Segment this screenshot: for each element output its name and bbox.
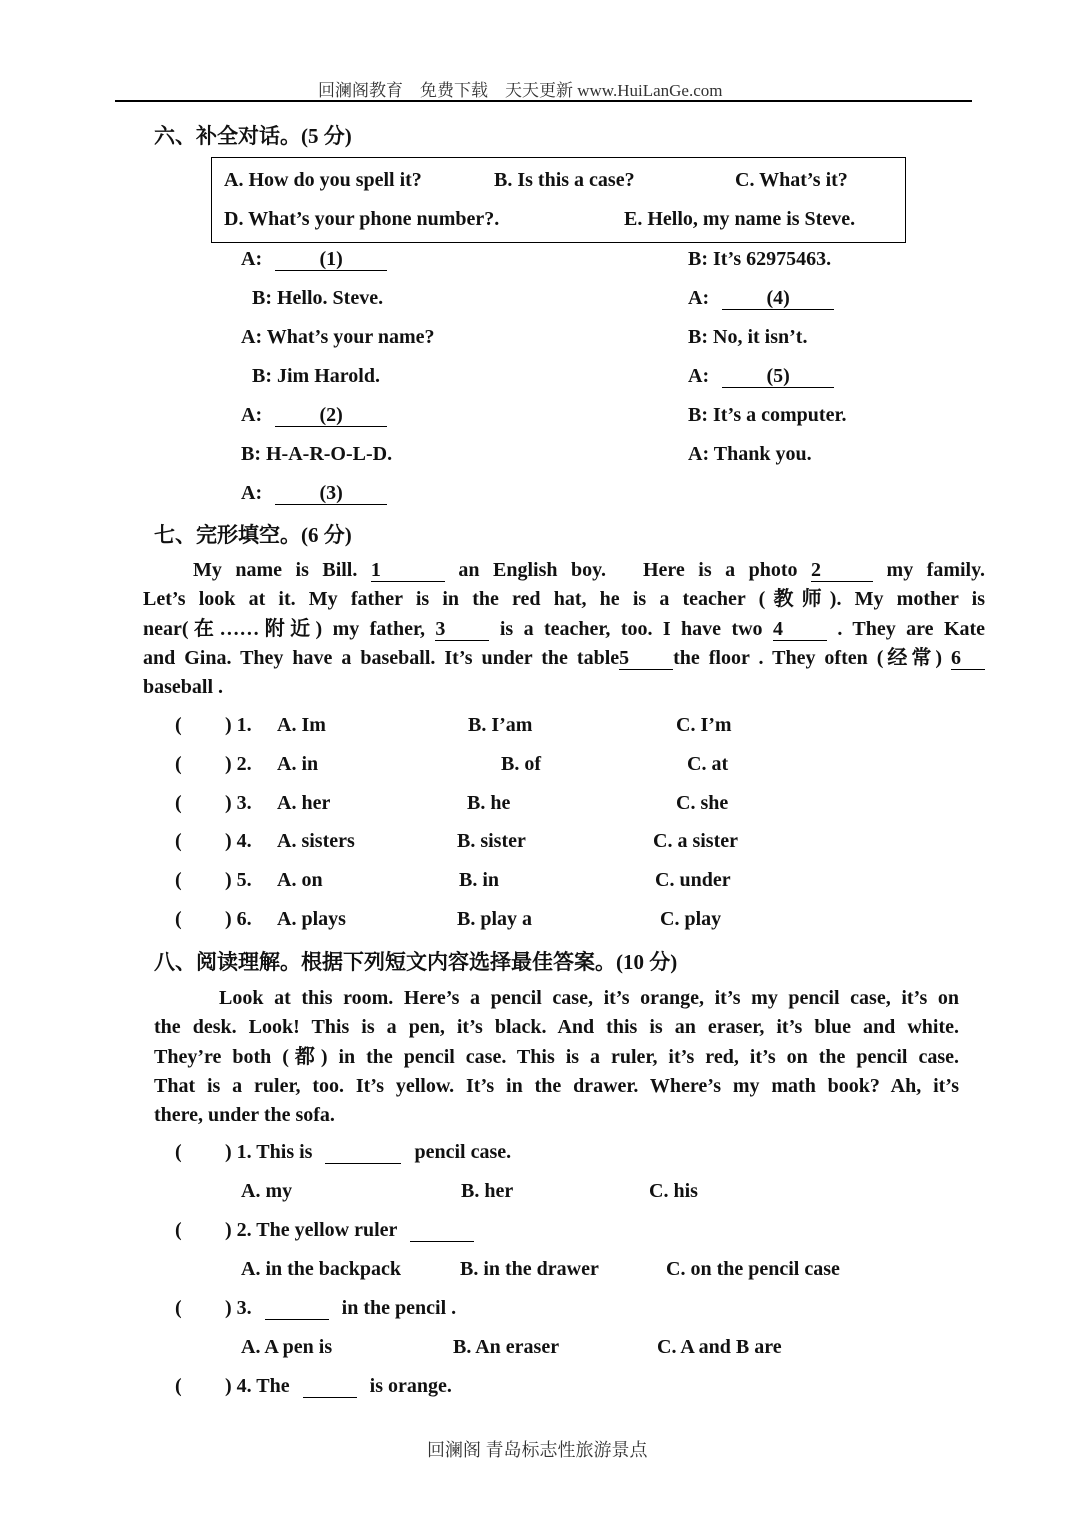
choice-a[interactable]: A. her (277, 792, 331, 814)
question-blank[interactable] (265, 1298, 329, 1320)
dialogue-line (241, 482, 387, 505)
question-blank[interactable] (325, 1142, 401, 1164)
choice-a[interactable]: A. my (241, 1180, 293, 1202)
answer-blank-2[interactable]: (2) (275, 405, 387, 427)
cloze-passage (143, 556, 985, 702)
cloze-line-3: near(在……附近) my father, 3 is a teacher, too. I have two 4 . They are Kate (143, 617, 986, 640)
answer-paren[interactable]: ( (175, 1141, 182, 1163)
reading-line-4: That is a ruler, too. It’s yellow. It’s in the drawer. Where’s my math book? Ah, it’s (154, 1074, 959, 1097)
answer-blank-3[interactable]: (3) (275, 483, 387, 505)
answer-paren[interactable]: ( (175, 1297, 182, 1319)
choice-b[interactable]: B. of (501, 753, 541, 775)
dialogue-line (241, 404, 387, 427)
answer-paren[interactable]: ( (175, 714, 182, 736)
cloze-blank-4[interactable]: 4 (773, 619, 827, 641)
choice-c[interactable]: C. a sister (653, 830, 738, 852)
dialogue-line: B: Hello. Steve. (252, 287, 384, 309)
cloze-blank-6[interactable]: 6 (951, 648, 985, 670)
choice-a[interactable]: A. in (277, 753, 319, 775)
answer-paren[interactable]: ( (175, 1375, 182, 1397)
answer-paren[interactable]: ( (175, 792, 182, 814)
dialogue-line: B: It’s 62975463. (688, 248, 832, 270)
cloze-blank-1[interactable]: 1 (371, 560, 445, 582)
speaker-label: A: (241, 248, 263, 270)
question-blank[interactable] (410, 1220, 474, 1242)
choice-b[interactable]: B. in (459, 869, 500, 891)
choice-b[interactable]: B. I’am (468, 714, 533, 736)
section-7-title: 七、完形填空。(6 分) (154, 523, 352, 547)
reading-line-3: They’re both (都) in the pencil case. This is a ruler, it’s red, it’s on the pencil case. (154, 1045, 959, 1068)
question-stem: ) 4. The is orange. (225, 1375, 452, 1397)
choice-b[interactable]: B. in the drawer (460, 1258, 599, 1280)
question-number: ) 5. (225, 869, 252, 891)
choice-c[interactable]: C. she (676, 792, 729, 814)
choice-a[interactable]: A. in the backpack (241, 1258, 402, 1280)
reading-line-1: Look at this room. Here’s a pencil case, it’s orange, it’s my pencil case, it’s on (219, 987, 959, 1009)
option-a: A. How do you spell it? (224, 169, 422, 191)
page-header: 回澜阁教育 免费下载 天天更新 www.HuiLanGe.com (318, 81, 723, 100)
choice-b[interactable]: B. he (467, 792, 511, 814)
speaker-label: A: (241, 482, 263, 504)
answer-paren[interactable]: ( (175, 908, 182, 930)
answer-blank-5[interactable]: (5) (722, 366, 834, 388)
choice-a[interactable]: A. A pen is (241, 1336, 333, 1358)
choice-c[interactable]: C. his (649, 1180, 698, 1202)
cloze-line-2: Let’s look at it. My father is in the red hat, he is a teacher (教师). My mother is (143, 588, 985, 611)
choice-b[interactable]: B. her (461, 1180, 514, 1202)
answer-paren[interactable]: ( (175, 830, 182, 852)
cloze-line-1: My name is Bill. 1 an English boy. Here is a photo 2 my family. (193, 559, 986, 581)
question-stem: ) 3. in the pencil . (225, 1297, 457, 1319)
choice-b[interactable]: B. play a (457, 908, 533, 930)
dialogue-line: B: No, it isn’t. (688, 326, 808, 348)
speaker-label: A: (688, 287, 710, 309)
question-number: ) 3. (225, 792, 252, 814)
reading-passage (154, 984, 959, 1130)
cloze-line-4: and Gina. They have a baseball. It’s under the table5 the floor . They often (经常) 6 (143, 644, 985, 673)
section-8-title: 八、阅读理解。根据下列短文内容选择最佳答案。(10 分) (154, 950, 678, 974)
answer-blank-4[interactable]: (4) (722, 288, 834, 310)
choice-c[interactable]: C. under (655, 869, 731, 891)
question-number: ) 4. (225, 830, 252, 852)
choice-b[interactable]: B. sister (457, 830, 526, 852)
question-number: ) 1. (225, 714, 252, 736)
option-b: B. Is this a case? (494, 169, 635, 191)
answer-blank-1[interactable]: (1) (275, 249, 387, 271)
dialogue-line: A: Thank you. (688, 443, 812, 465)
answer-paren[interactable]: ( (175, 1219, 182, 1241)
choice-c[interactable]: C. I’m (676, 714, 732, 736)
choice-c[interactable]: C. play (660, 908, 722, 930)
choice-a[interactable]: A. on (277, 869, 323, 891)
dialogue-line: B: H-A-R-O-L-D. (241, 443, 393, 465)
option-c: C. What’s it? (735, 169, 848, 191)
choice-a[interactable]: A. sisters (277, 830, 355, 852)
header-rule (115, 100, 972, 102)
question-number: ) 6. (225, 908, 252, 930)
question-blank[interactable] (303, 1376, 357, 1398)
option-e: E. Hello, my name is Steve. (624, 208, 856, 230)
cloze-line-5: baseball . (143, 676, 224, 699)
option-d: D. What’s your phone number?. (224, 208, 500, 230)
dialogue-line (688, 365, 834, 388)
section-6-title: 六、补全对话。(5 分) (154, 124, 352, 148)
cloze-blank-3[interactable]: 3 (435, 619, 489, 641)
choice-c[interactable]: C. A and B are (657, 1336, 782, 1358)
choice-b[interactable]: B. An eraser (453, 1336, 560, 1358)
question-number: ) 2. (225, 753, 252, 775)
dialogue-line: B: Jim Harold. (252, 365, 380, 387)
cloze-blank-2[interactable]: 2 (811, 560, 873, 582)
answer-paren[interactable]: ( (175, 869, 182, 891)
choice-c[interactable]: C. at (687, 753, 729, 775)
speaker-label: A: (688, 365, 710, 387)
dialogue-line (688, 287, 834, 310)
question-stem: ) 1. This is pencil case. (225, 1141, 512, 1163)
dialogue-line (241, 248, 387, 271)
question-stem: ) 2. The yellow ruler (225, 1219, 474, 1242)
choice-c[interactable]: C. on the pencil case (666, 1258, 840, 1280)
dialogue-line: A: What’s your name? (241, 326, 435, 348)
page-footer: 回澜阁 青岛标志性旅游景点 (427, 1440, 648, 1460)
reading-line-2: the desk. Look! This is a pen, it’s black. And this is an eraser, it’s blue and white. (154, 1016, 959, 1039)
speaker-label: A: (241, 404, 263, 426)
reading-line-5: there, under the sofa. (154, 1104, 335, 1127)
choice-a[interactable]: A. Im (277, 714, 326, 736)
dialogue-line: B: It’s a computer. (688, 404, 847, 426)
cloze-blank-5[interactable]: 5 (619, 648, 673, 670)
choice-a[interactable]: A. plays (277, 908, 346, 930)
answer-paren[interactable]: ( (175, 753, 182, 775)
